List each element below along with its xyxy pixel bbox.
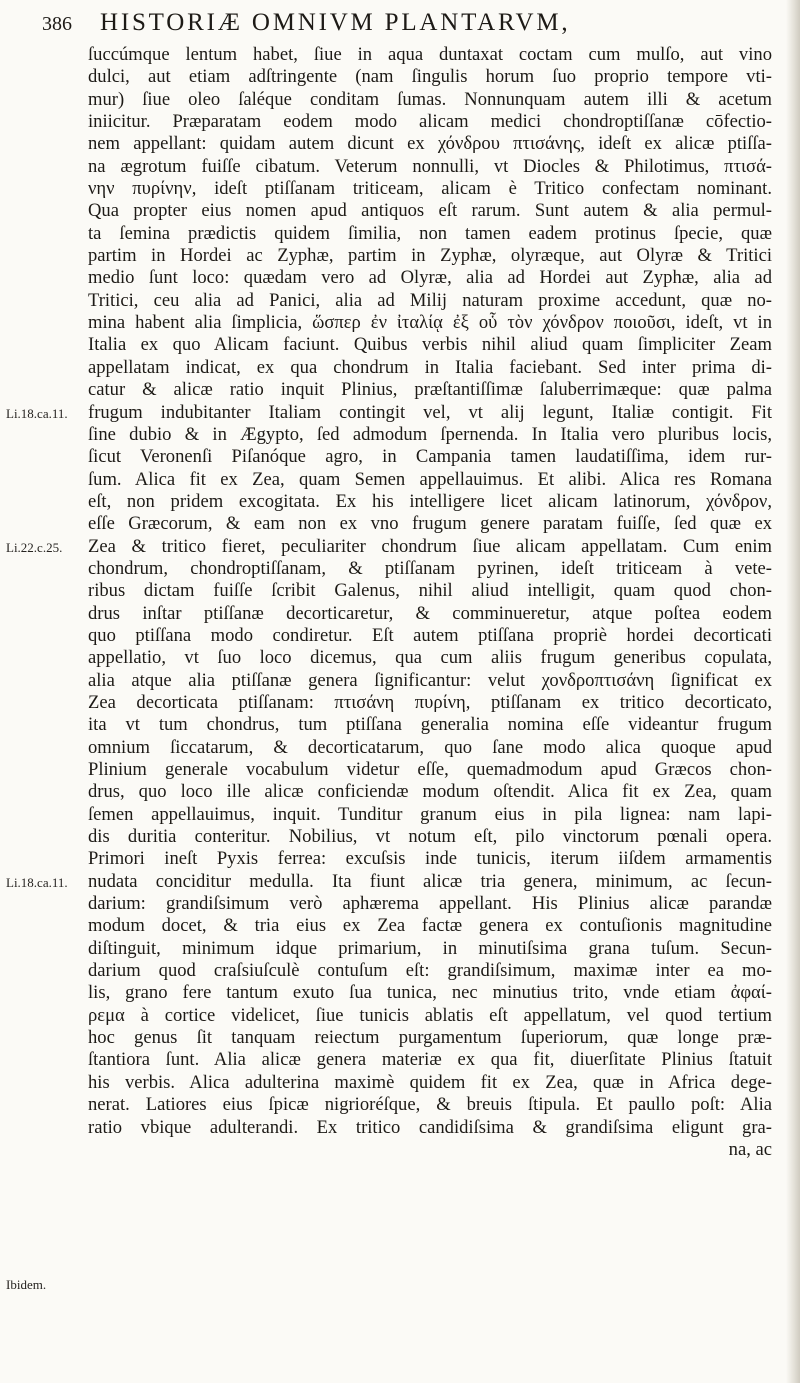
text-line: ta ſemina prædictis quidem ſimilia, non tamen eadem protinus ſpecie, quæ (88, 222, 772, 244)
text-line: ſtantiora ſunt. Alia alicæ genera materiæ ex qua fit, diuerſitate Plinius ſtatuit (88, 1049, 772, 1071)
text-line: diſtinguit, minimum idque primarium, in minutiſsima grana tuſum. Secun- (88, 937, 772, 959)
text-line: frugum indubitanter Italiam contingit vel, vt alij legunt, Italiæ contigit. Fit (88, 401, 772, 423)
text-line: ribus dictam fuiſſe ſcribit Galenus, nihil aliud intelligit, quam quod chon- (88, 580, 772, 602)
text-line: na ægrotum fuiſſe cibatum. Veterum nonnulli, vt Diocles & Philotimus, πτισά- (88, 155, 772, 177)
text-line: partim in Hordei ac Zyphæ, partim in Zyphæ, olyræque, aut Olyræ & Tritici (88, 245, 772, 267)
text-line: nerat. Latiores eius ſpicæ nigrioréſque, & breuis ſtipula. Et paullo poſt: Alia (88, 1094, 772, 1116)
text-line: omnium ſiccatarum, & decorticatarum, quo ſane modo alica quoque apud (88, 736, 772, 758)
margin-note: Li.18.ca.11. (6, 405, 68, 421)
margin-note: Li.18.ca.11. (6, 874, 68, 890)
page-number: 386 (42, 13, 72, 35)
text-line: ita vt tum chondrus, tum ptiſſana generalia nomina eſſe videantur frugum (88, 714, 772, 736)
text-line: ſine dubio & in Ægypto, ſed admodum ſpernenda. In Italia vero pluribus locis, (88, 423, 772, 445)
text-line: Zea & tritico fieret, peculiariter chondrum ſiue alicam appellatam. Cum enim (88, 535, 772, 557)
text-line: appellatam indicat, ex qua chondrum in Italia faciebant. Sed inter prima di- (88, 356, 772, 378)
text-line: lis, grano fere tantum exuto ſua tunica, nec minutius trito, vnde etiam ἀφαί- (88, 982, 772, 1004)
text-line: quo ptiſſana modo condiretur. Eſt autem ptiſſana propriè hordei decorticati (88, 624, 772, 646)
text-line: ſicut Veronenſi Piſanóque agro, in Campania tamen laudatiſſima, idem rur- (88, 446, 772, 468)
text-line: modum docet, & tria eius ex Zea factæ genera ex contuſionis magnitudine (88, 915, 772, 937)
text-line: hoc genus ſit tanquam reiectum purgamentum ſuperiorum, quæ longe præ- (88, 1027, 772, 1049)
text-line: Plinium generale vocabulum videtur eſſe, quemadmodum apud Græcos chon- (88, 759, 772, 780)
text-line: nudata conciditur medulla. Ita fiunt alicæ tria genera, minimum, ac ſecun- (88, 870, 772, 892)
text-line: drus inſtar ptiſſanæ decorticaretur, & comminueretur, atque poſtea eodem (88, 602, 772, 624)
running-title: HISTORIÆ OMNIVM PLANTARVM, (100, 9, 571, 36)
text-line: his verbis. Alica adulterina maximè quidem fit ex Zea, quæ in Africa dege- (88, 1071, 772, 1093)
text-line: Tritici, ceu alia ad Panici, alia ad Milij naturam proxime accedunt, quæ no- (88, 289, 772, 311)
text-line: ratio vbique adulterandi. Ex tritico candidiſsima & grandiſsima eligunt gra- (88, 1116, 772, 1138)
text-line: Qua propter eius nomen apud antiquos eſt rarum. Sunt autem & alia permul- (88, 200, 772, 222)
text-line: Primori ineſt Pyxis ferrea: excuſsis inde tunicis, iterum iiſdem armamentis (88, 848, 772, 870)
text-line: chondrum, chondroptiſſanam, & ptiſſanam pyrinen, ideſt triticeam à vete- (88, 557, 772, 579)
body-text (88, 44, 772, 1161)
text-line: eſſe Græcorum, & eam non ex vno frugum genere paratam fuiſſe, ſed quæ ex (88, 513, 772, 535)
text-line: ρεμα à cortice videlicet, ſiue tunicis ablatis eſt appellatum, vel quod tertium (88, 1004, 772, 1026)
text-line: Zea decorticata ptiſſanam: πτισάνη πυρίνη, ptiſſanam ex tritico decorticato, (88, 691, 772, 713)
margin-note: Ibidem. (6, 1277, 47, 1293)
text-line: na, ac (728, 1138, 772, 1160)
text-line: eſt, non pridem excogitata. Ex his intelligere licet alicam latinorum, χόνδρον, (88, 490, 772, 512)
text-line: darium: grandiſsimum verò aphæremа appellant. His Plinius alicæ parandæ (88, 893, 772, 915)
text-line: darium quod craſsiuſculè contuſum eſt: grandiſsimum, maximæ inter ea mo- (88, 960, 772, 982)
text-line: ſuccúmque lentum habet, ſiue in aqua duntaxat coctam cum mulſo, aut vino (88, 44, 772, 65)
text-line: catur & alicæ ratio inquit Plinius, præſtantiſſimæ ſaluberrimæque: quæ palma (88, 379, 772, 401)
text-line: Italia ex quo Alicam faciunt. Quibus verbis nihil aliud quam ſimpliciter Zeam (88, 334, 772, 356)
text-line: mur) ſiue oleo ſaléque conditam ſumas. Nonnunquam autem illi & acetum (88, 88, 772, 110)
text-line: medio ſunt loco: quædam vero ad Olyræ, alia ad Hordei aut Zyphæ, alia ad (88, 267, 772, 289)
page-edge-shadow (786, 0, 800, 1383)
text-line: nem appellant: quidam autem dicunt ex χόνδρου πτισάνης, ideſt ex alicæ ptiſſa- (88, 133, 772, 155)
text-line: alia atque alia ptiſſanæ genera ſignificantur: velut χονδροπτισάνη ſignificat ex (88, 669, 772, 691)
text-line: appellatio, vt ſuo loco dicemus, qua cum aliis frugum generibus copulata, (88, 647, 772, 669)
text-line: ſum. Alica fit ex Zea, quam Semen appellauimus. Et alibi. Alica res Romana (88, 468, 772, 490)
text-line: drus, quo loco ille alicæ conficiendæ modum oſtendit. Alica fit ex Zea, quam (88, 781, 772, 803)
text-line: mina habent alia ſimplicia, ὥσπερ ἐν ἰταλίᾳ ἐξ οὗ τὸν χόνδρον ποιοῦσι, ideſt, vt in (88, 312, 772, 334)
text-line: iniicitur. Præparatam eodem modo alicam medici chondroptiſſanæ cōfectio- (88, 111, 772, 133)
text-line: dulci, aut etiam adſtringente (nam ſingulis horum ſuo proprio tempore vti- (88, 66, 772, 88)
text-line: ſemen appellauimus, inquit. Tunditur granum eius in pila lignea: nam lapi- (88, 803, 772, 825)
text-line: νην πυρίνην, ideſt ptiſſanam triticeam, alicam è Tritico confectam nominant. (88, 178, 772, 200)
margin-note: Li.22.c.25. (6, 539, 63, 555)
text-line: dis duritia conteritur. Nobilius, vt notum eſt, pilo vinctorum pœnali opera. (88, 826, 772, 848)
page-header (42, 4, 762, 44)
